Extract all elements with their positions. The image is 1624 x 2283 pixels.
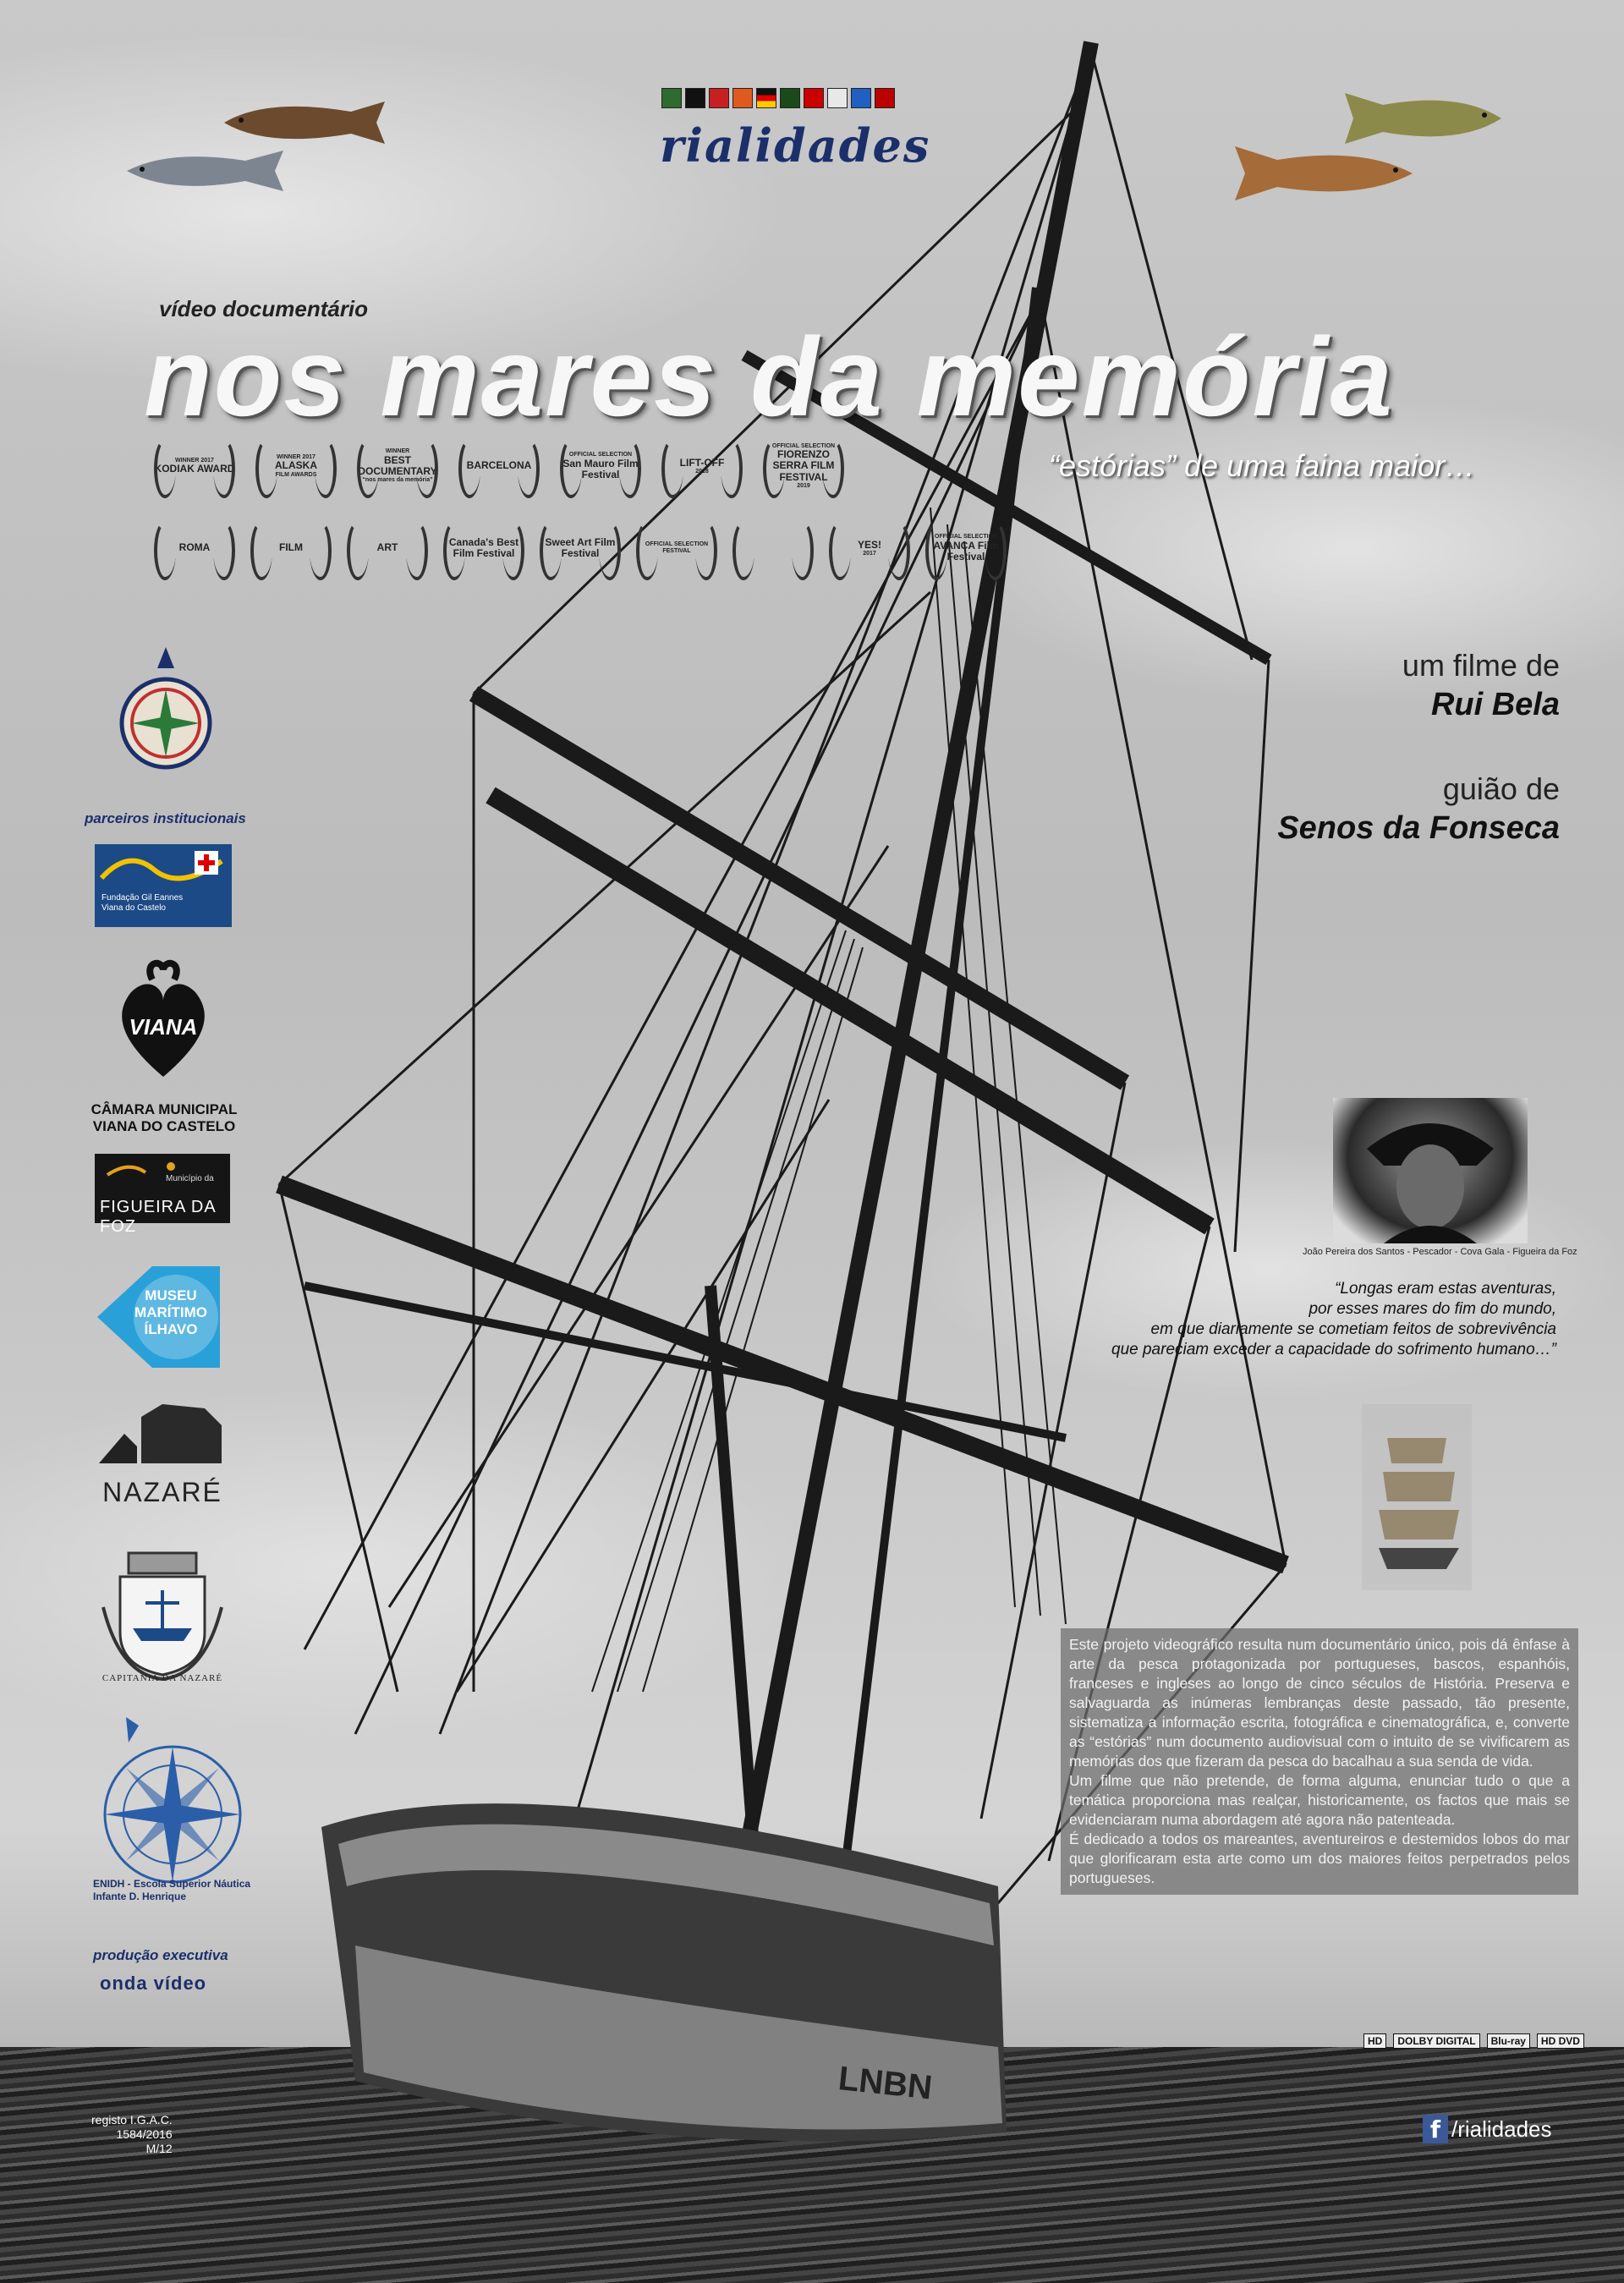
director-name: Rui Bela xyxy=(1430,687,1560,722)
capitania-crest-icon xyxy=(95,1548,230,1683)
museu-maritimo-logo: MUSEU MARÍTIMO ÍLHAVO xyxy=(93,1262,228,1372)
award-laurel: Canada's Best Film Festival xyxy=(442,518,526,579)
gil-eannes-logo: Fundação Gil Eannes Viana do Castelo xyxy=(95,844,232,927)
bluray-badge: Blu-ray xyxy=(1487,2033,1530,2049)
viana-label: CÂMARA MUNICIPAL VIANA DO CASTELO xyxy=(91,1101,238,1134)
facebook-link[interactable] xyxy=(1423,2115,1552,2143)
production-logo: onda vídeo xyxy=(100,1973,207,1994)
award-laurel: LIFT-OFF 2018 xyxy=(660,436,744,497)
award-laurel: OFFICIAL SELECTION San Mauro Film Festival xyxy=(558,436,643,497)
figueira-logo: Município da FIGUEIRA DA FOZ xyxy=(95,1154,230,1223)
hd-badge: HD xyxy=(1363,2033,1386,2049)
production-label: produção executiva xyxy=(93,1947,228,1963)
dolby-badge: DOLBY DIGITAL xyxy=(1393,2033,1479,2049)
award-laurel: WINNER 2017 KODIAK AWARD xyxy=(152,436,237,497)
svg-text:LNBN: LNBN xyxy=(837,2060,935,2107)
award-laurel: FILM xyxy=(249,518,333,579)
fish-icon xyxy=(1218,140,1421,207)
writer-name: Senos da Fonseca xyxy=(1277,810,1560,846)
award-laurel: OFFICIAL SELECTION FESTIVAL xyxy=(634,518,719,579)
enidh-label: ENIDH - Escola Superior Náutica Infante D. Henrique xyxy=(93,1878,251,1902)
svg-text:VIANA: VIANA xyxy=(129,1014,198,1040)
portrait-caption: João Pereira dos Santos - Pescador - Cova Gala - Figueira da Foz xyxy=(1303,1247,1577,1257)
pre-title: vídeo documentário xyxy=(159,296,369,321)
fish-icon xyxy=(118,144,313,199)
award-laurel: OFFICIAL SELECTION AVANCA Film Festival xyxy=(924,518,1008,579)
award-laurel: BARCELONA xyxy=(457,436,541,497)
award-laurel: YES! 2017 xyxy=(827,518,912,579)
capitania-label: CAPITANIA DA NAZARÉ xyxy=(102,1673,223,1683)
nazare-label: NAZARÉ xyxy=(102,1477,222,1507)
quote: “Longas eram estas aventuras, por esses mares do fim do mundo, em que diariamente se cometiam feitos de sobrevivência que pareciam exceder a capacidade do sofrimento humano…” xyxy=(1111,1280,1556,1358)
award-laurel: WINNER 2017 ALASKA FILM AWARDS xyxy=(254,436,338,497)
awards-row-1 xyxy=(152,436,846,497)
viana-heart-logo xyxy=(110,954,217,1081)
award-laurel xyxy=(731,518,815,579)
facebook-icon[interactable]: f xyxy=(1423,2115,1448,2143)
description-box: Este projeto videográfico resulta num documentário único, pois dá ênfase à arte da pesca protagonizada por portugueses, bascos, espanhóis, franceses e ingleses ao longo de cinco séculos de História. Preserva e salvaguarda as inúmeras lembranças deste passado, tão presente, sistematiza a informação escrita, fotográfica e cinematográfica, e, converte as “estórias” num documento audiovisual com o intuito de se vivificarem as memórias dos que fizeram da pesca do bacalhau a sua senda de vida. Um filme que não pretende, de forma alguma, enunciar tudo o que a temática proporciona mas realçar, historicamente, os factos que mais se evidenciaram numa abordagem até agora não patenteada. É dedicado a todos os mareantes, aventureiros e destemidos lobos do mar que glorificaram esta arte como um dos maiores feitos perpetrados pelos portugueses. xyxy=(1061,1628,1578,1895)
director-label: um filme de xyxy=(1402,648,1560,683)
award-laurel: ART xyxy=(345,518,430,579)
compass-rose-icon xyxy=(118,643,213,778)
writer-label: guião de xyxy=(1442,771,1560,806)
poster-subtitle: “estórias” de uma faina maior… xyxy=(1049,448,1476,483)
nazare-logo xyxy=(95,1400,230,1468)
facebook-handle[interactable]: /rialidades xyxy=(1451,2116,1552,2142)
hddvd-badge: HD DVD xyxy=(1537,2033,1584,2049)
fisherman-portrait xyxy=(1333,1098,1528,1243)
format-logos xyxy=(1363,2033,1584,2049)
awards-row-2 xyxy=(152,518,1008,579)
award-laurel: OFFICIAL SELECTION FIORENZO SERRA FILM FESTIVAL 2019 xyxy=(761,436,846,497)
enidh-compass-icon xyxy=(88,1709,266,1903)
award-laurel: ROMA xyxy=(152,518,237,579)
award-laurel: Sweet Art Film Festival xyxy=(538,518,623,579)
award-laurel: WINNER BEST DOCUMENTARY “nos mares da memória” xyxy=(355,436,440,497)
poster-title: nos mares da memória xyxy=(144,315,1394,439)
registration-info: registo I.G.A.C. 1584/2016 M/12 xyxy=(91,2113,173,2155)
ship-thumbnail xyxy=(1362,1404,1472,1590)
brand-logo: rialidades xyxy=(660,118,931,173)
partners-label: parceiros institucionais xyxy=(85,810,246,826)
flag-strip-icon xyxy=(661,88,895,108)
